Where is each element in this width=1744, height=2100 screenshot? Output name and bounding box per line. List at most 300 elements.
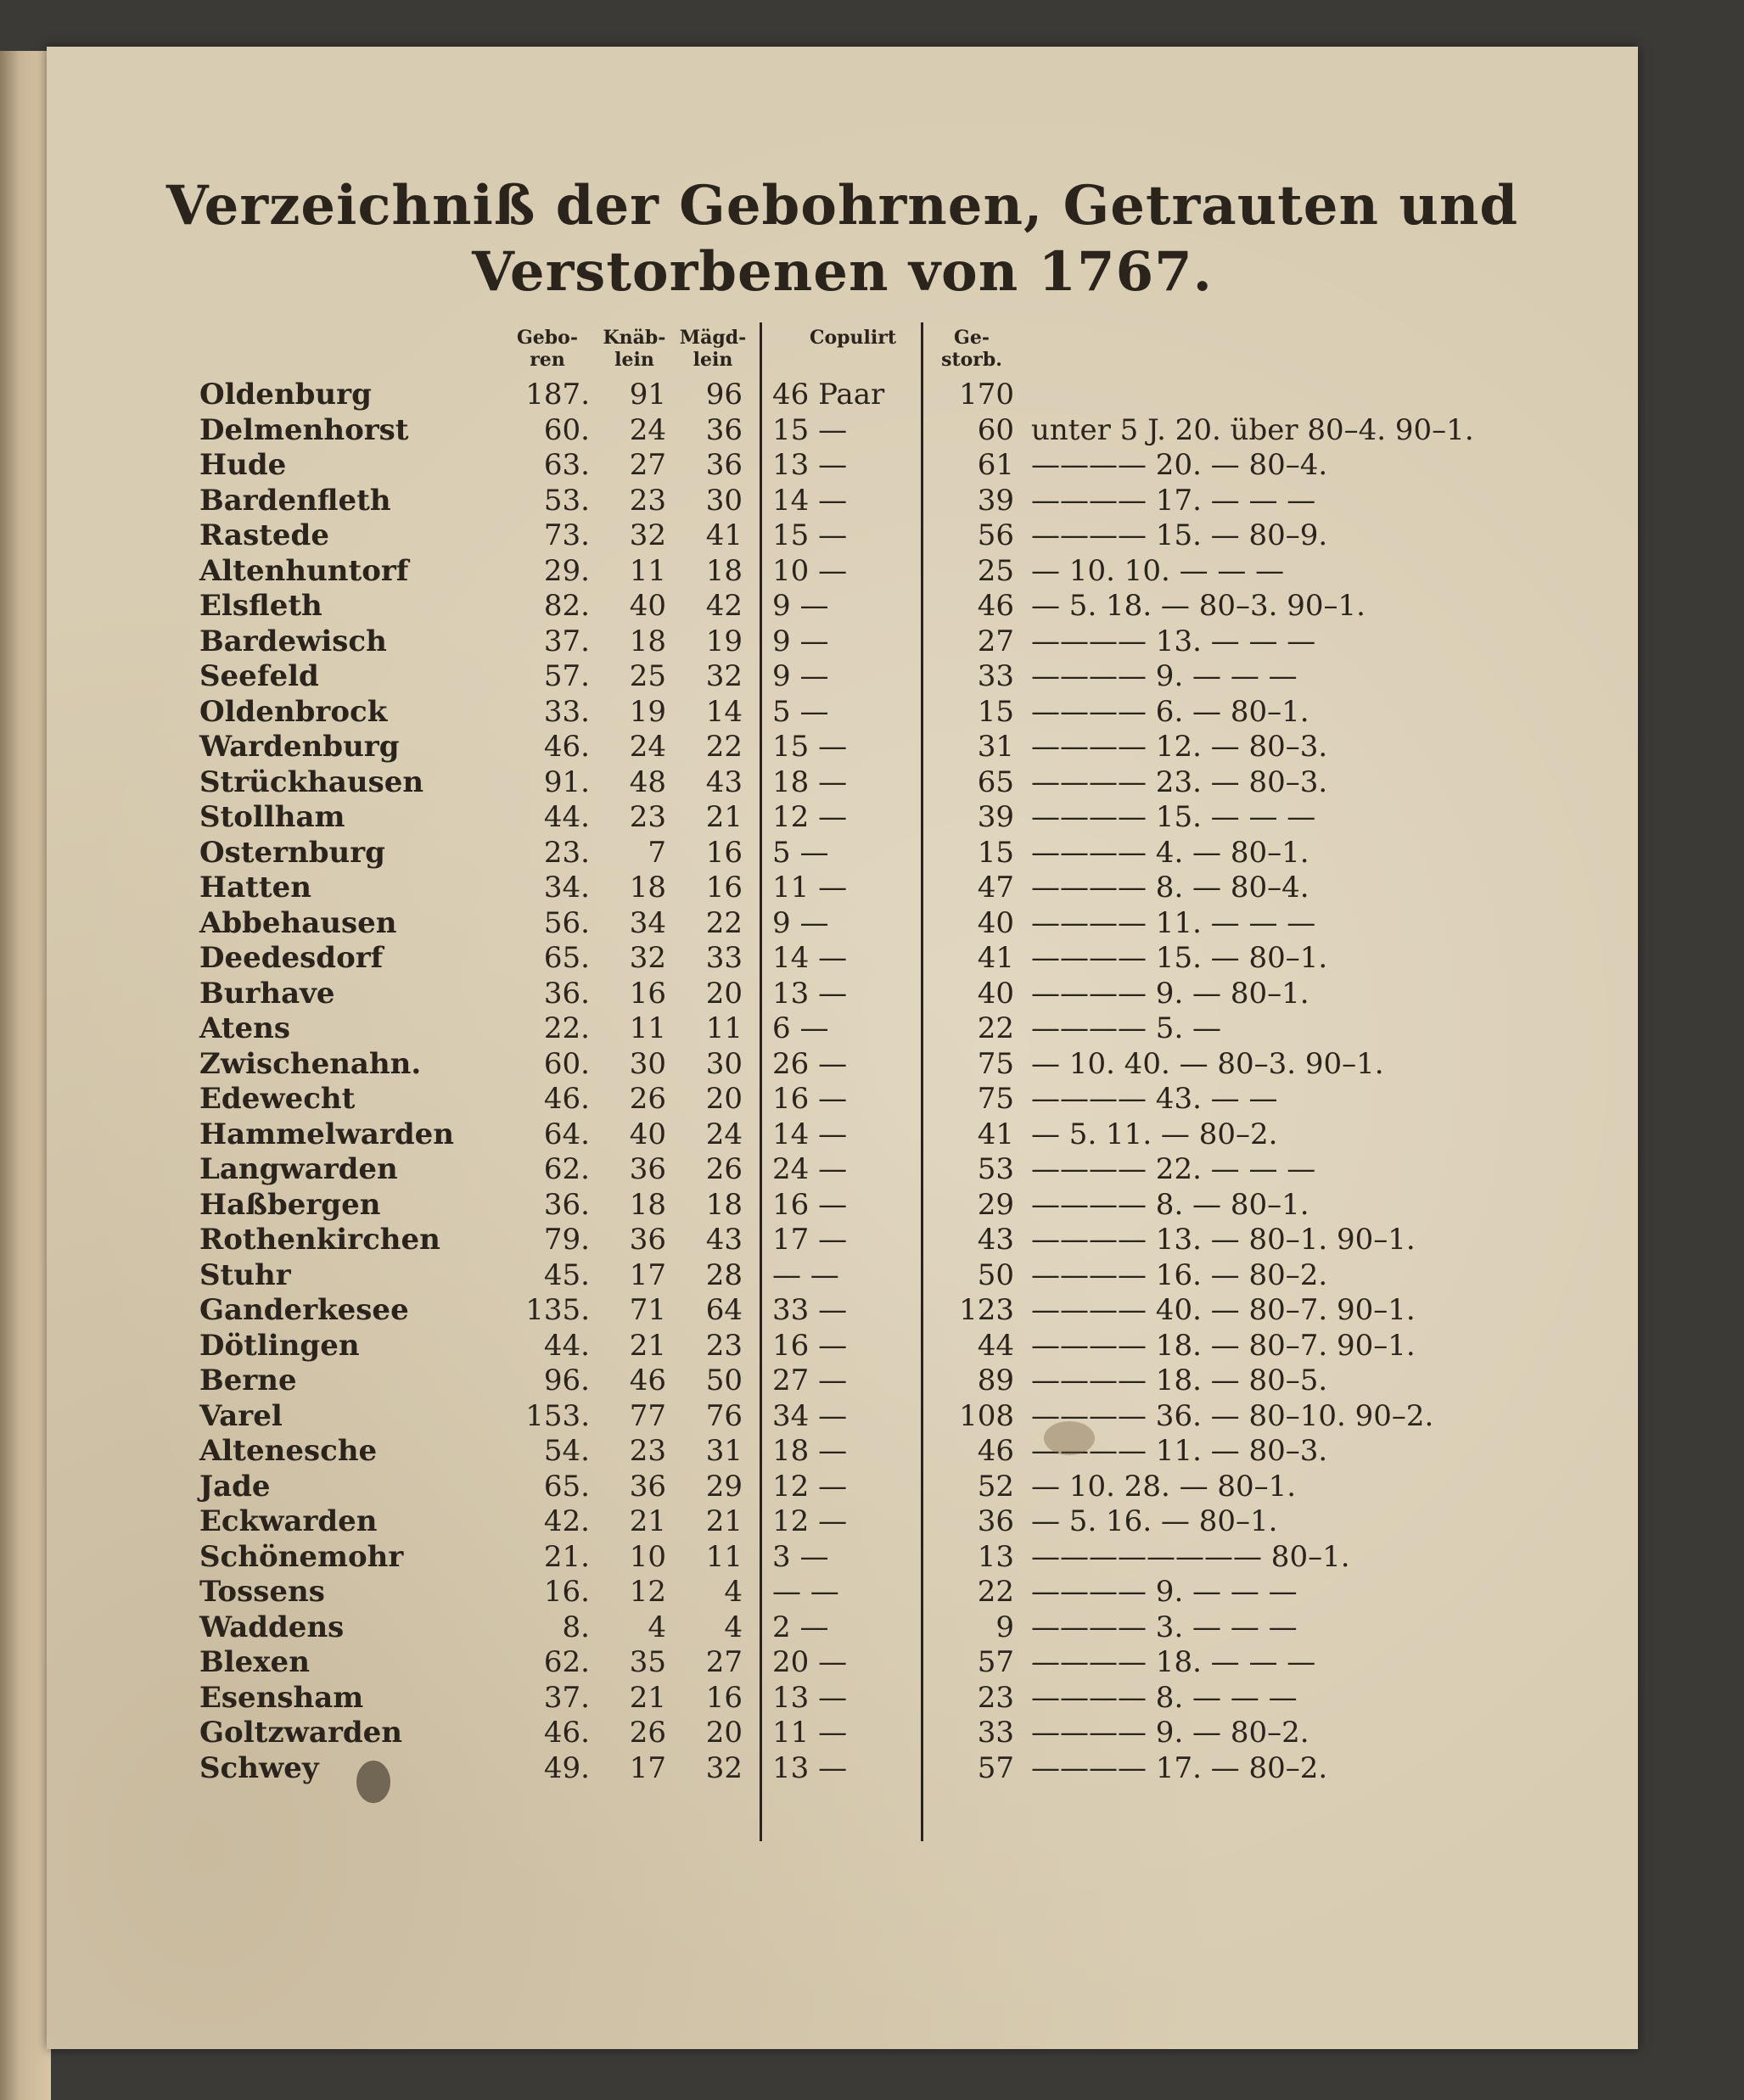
deaths-total: 15 bbox=[977, 835, 1014, 870]
births-total: 91. bbox=[543, 764, 590, 799]
births-girls: 43 bbox=[705, 764, 743, 799]
deaths-total: 75 bbox=[977, 1046, 1014, 1081]
deaths-details: ———— 20. — 80–4. bbox=[1031, 448, 1328, 482]
marriages: 16 — bbox=[772, 1328, 848, 1363]
deaths-total: 52 bbox=[977, 1469, 1014, 1504]
births-girls: 11 bbox=[705, 1539, 743, 1574]
table-row bbox=[47, 554, 1638, 588]
births-total: 23. bbox=[543, 835, 590, 870]
place-name: Hude bbox=[199, 448, 287, 482]
deaths-total: 22 bbox=[977, 1011, 1014, 1045]
deaths-details: ———— 18. — 80–5. bbox=[1031, 1364, 1328, 1397]
table-row bbox=[47, 1575, 1638, 1609]
births-total: 96. bbox=[543, 1364, 590, 1397]
births-total: 63. bbox=[543, 448, 590, 482]
births-girls: 21 bbox=[705, 800, 743, 834]
deaths-details: ———— 4. — 80–1. bbox=[1031, 835, 1309, 870]
births-girls: 33 bbox=[705, 941, 743, 975]
deaths-details: ———— 3. — — — bbox=[1031, 1610, 1298, 1644]
births-total: 56. bbox=[543, 905, 590, 940]
deaths-details: ———— 18. — 80–7. 90–1. bbox=[1031, 1328, 1416, 1363]
deaths-details: ———— 17. — 80–2. bbox=[1031, 1750, 1328, 1785]
deaths-total: 123 bbox=[959, 1293, 1014, 1327]
table-row bbox=[47, 1681, 1638, 1715]
deaths-total: 44 bbox=[977, 1328, 1014, 1363]
births-girls: 32 bbox=[705, 1750, 743, 1785]
table-row bbox=[47, 1152, 1638, 1186]
births-girls: 76 bbox=[705, 1398, 743, 1433]
births-total: 46. bbox=[543, 730, 590, 764]
marriages: 10 — bbox=[772, 553, 848, 588]
marriages: 9 — bbox=[772, 624, 829, 658]
place-name: Stollham bbox=[199, 800, 345, 834]
header-gestorben: Ge- storb. bbox=[941, 327, 1002, 371]
births-total: 62. bbox=[543, 1152, 590, 1186]
table-row bbox=[47, 871, 1638, 904]
births-boys: 23 bbox=[629, 1434, 666, 1468]
births-total: 36. bbox=[543, 1187, 590, 1222]
births-girls: 24 bbox=[705, 1117, 743, 1151]
deaths-total: 108 bbox=[959, 1398, 1014, 1433]
deaths-details: ———— 17. — — — bbox=[1031, 483, 1316, 518]
marriages: 17 — bbox=[772, 1223, 848, 1257]
table-row bbox=[47, 977, 1638, 1011]
table-row bbox=[47, 1434, 1638, 1468]
births-girls: 21 bbox=[705, 1504, 743, 1538]
marriages: 14 — bbox=[772, 483, 848, 518]
births-girls: 31 bbox=[705, 1434, 743, 1468]
deaths-total: 41 bbox=[977, 1117, 1014, 1151]
deaths-details: ———— 8. — — — bbox=[1031, 1680, 1298, 1715]
table-row bbox=[47, 800, 1638, 834]
place-name: Haßbergen bbox=[199, 1187, 381, 1222]
deaths-details: ———— 13. — — — bbox=[1031, 624, 1316, 658]
table-row bbox=[47, 1293, 1638, 1327]
marriages: 16 — bbox=[772, 1187, 848, 1222]
births-girls: 64 bbox=[705, 1293, 743, 1327]
ink-blot bbox=[356, 1761, 390, 1803]
table-row bbox=[47, 1188, 1638, 1222]
table-row bbox=[47, 941, 1638, 975]
table-row bbox=[47, 1399, 1638, 1433]
marriages: 14 — bbox=[772, 941, 848, 975]
place-name: Tossens bbox=[199, 1575, 325, 1609]
deaths-total: 50 bbox=[977, 1257, 1014, 1292]
place-name: Hammelwarden bbox=[199, 1117, 454, 1151]
marriages: 18 — bbox=[772, 1434, 848, 1468]
table-row bbox=[47, 1364, 1638, 1397]
deaths-total: 40 bbox=[977, 976, 1014, 1011]
births-boys: 7 bbox=[648, 835, 666, 870]
table-row bbox=[47, 484, 1638, 518]
births-boys: 46 bbox=[629, 1364, 666, 1397]
births-total: 42. bbox=[543, 1504, 590, 1538]
table-row bbox=[47, 1716, 1638, 1750]
deaths-total: 47 bbox=[977, 871, 1014, 904]
place-name: Bardewisch bbox=[199, 624, 387, 658]
table-row bbox=[47, 1329, 1638, 1363]
place-name: Delmenhorst bbox=[199, 412, 409, 447]
births-total: 44. bbox=[543, 1328, 590, 1363]
births-girls: 20 bbox=[705, 1082, 743, 1116]
deaths-details: ———— 9. — 80–2. bbox=[1031, 1716, 1309, 1750]
births-boys: 10 bbox=[629, 1539, 666, 1574]
births-girls: 30 bbox=[705, 1046, 743, 1081]
births-boys: 21 bbox=[629, 1504, 666, 1538]
marriages: 9 — bbox=[772, 589, 829, 623]
births-boys: 24 bbox=[629, 412, 666, 447]
table-row bbox=[47, 1504, 1638, 1538]
births-total: 62. bbox=[543, 1645, 590, 1679]
place-name: Alteneschе bbox=[199, 1434, 378, 1468]
births-girls: 18 bbox=[705, 1187, 743, 1222]
deaths-total: 53 bbox=[977, 1152, 1014, 1186]
table-row bbox=[47, 413, 1638, 447]
deaths-total: 41 bbox=[977, 941, 1014, 975]
births-girls: 19 bbox=[705, 624, 743, 658]
marriages: 15 — bbox=[772, 518, 848, 552]
table-row bbox=[47, 730, 1638, 764]
header-copulirt: Copulirt bbox=[809, 327, 897, 349]
deaths-details: ———— 40. — 80–7. 90–1. bbox=[1031, 1293, 1416, 1327]
births-total: 36. bbox=[543, 976, 590, 1011]
births-boys: 18 bbox=[629, 871, 666, 904]
births-boys: 35 bbox=[629, 1645, 666, 1679]
deaths-details: ———— 6. — 80–1. bbox=[1031, 694, 1309, 729]
deaths-details: ———— 11. — — — bbox=[1031, 905, 1316, 940]
births-total: 60. bbox=[543, 1046, 590, 1081]
table-row bbox=[47, 448, 1638, 482]
births-boys: 27 bbox=[629, 448, 666, 482]
births-boys: 26 bbox=[629, 1082, 666, 1116]
table-row bbox=[47, 1645, 1638, 1679]
births-total: 46. bbox=[543, 1082, 590, 1116]
place-name: Eckwarden bbox=[199, 1504, 378, 1538]
deaths-details: ———— 9. — — — bbox=[1031, 659, 1298, 693]
births-girls: 4 bbox=[724, 1610, 743, 1644]
place-name: Esensham bbox=[199, 1680, 364, 1715]
births-total: 49. bbox=[543, 1750, 590, 1785]
deaths-details: ———— 15. — — — bbox=[1031, 800, 1316, 834]
left-page-edge bbox=[0, 51, 51, 2100]
deaths-details: ———— 18. — — — bbox=[1031, 1645, 1316, 1679]
deaths-total: 61 bbox=[977, 448, 1014, 482]
marriages: 46 Paar bbox=[772, 378, 885, 412]
marriages: 20 — bbox=[772, 1645, 848, 1679]
births-girls: 11 bbox=[705, 1011, 743, 1045]
deaths-details: ———— 5. — bbox=[1031, 1011, 1222, 1045]
place-name: Wardenburg bbox=[199, 730, 400, 764]
births-girls: 27 bbox=[705, 1645, 743, 1679]
deaths-details: — 10. 10. — — — bbox=[1031, 553, 1285, 588]
births-boys: 77 bbox=[629, 1398, 666, 1433]
births-boys: 11 bbox=[629, 1011, 666, 1045]
deaths-details: — 5. 11. — 80–2. bbox=[1031, 1117, 1278, 1151]
births-boys: 11 bbox=[629, 553, 666, 588]
births-total: 153. bbox=[525, 1398, 590, 1433]
marriages: 12 — bbox=[772, 1504, 848, 1538]
births-total: 64. bbox=[543, 1117, 590, 1151]
deaths-total: 33 bbox=[977, 1716, 1014, 1750]
marriages: 13 — bbox=[772, 1750, 848, 1785]
deaths-total: 75 bbox=[977, 1082, 1014, 1116]
deaths-details: ———— 11. — 80–3. bbox=[1031, 1434, 1328, 1468]
deaths-total: 22 bbox=[977, 1575, 1014, 1609]
table-row bbox=[47, 1047, 1638, 1081]
marriages: 5 — bbox=[772, 694, 829, 729]
births-boys: 48 bbox=[629, 764, 666, 799]
births-boys: 91 bbox=[629, 378, 666, 412]
deaths-total: 15 bbox=[977, 694, 1014, 729]
place-name: Blexen bbox=[199, 1645, 310, 1679]
births-girls: 26 bbox=[705, 1152, 743, 1186]
place-name: Berne bbox=[199, 1364, 297, 1397]
births-girls: 20 bbox=[705, 976, 743, 1011]
deaths-total: 46 bbox=[977, 589, 1014, 623]
table-row bbox=[47, 1470, 1638, 1504]
table-row bbox=[47, 1082, 1638, 1116]
deaths-total: 57 bbox=[977, 1645, 1014, 1679]
deaths-total: 43 bbox=[977, 1223, 1014, 1257]
births-boys: 23 bbox=[629, 483, 666, 518]
header-geboren: Gebo- ren bbox=[517, 327, 578, 371]
table-row bbox=[47, 836, 1638, 870]
title-line-1: Verzeichniß der Gebohrnen, Getrauten und bbox=[165, 174, 1519, 238]
table-row bbox=[47, 1751, 1638, 1785]
table-row bbox=[47, 1540, 1638, 1574]
place-name: Dötlingen bbox=[199, 1328, 360, 1363]
births-total: 187. bbox=[525, 378, 590, 412]
place-name: Rothenkirchen bbox=[199, 1223, 440, 1257]
births-total: 21. bbox=[543, 1539, 590, 1574]
births-boys: 17 bbox=[629, 1257, 666, 1292]
births-total: 53. bbox=[543, 483, 590, 518]
births-total: 79. bbox=[543, 1223, 590, 1257]
deaths-details: ———— 15. — 80–1. bbox=[1031, 941, 1328, 975]
place-name: Varel bbox=[199, 1398, 283, 1433]
table-row bbox=[47, 1117, 1638, 1151]
place-name: Zwischenahn. bbox=[199, 1046, 422, 1081]
births-girls: 22 bbox=[705, 730, 743, 764]
births-total: 29. bbox=[543, 553, 590, 588]
table-row bbox=[47, 1610, 1638, 1644]
births-boys: 34 bbox=[629, 905, 666, 940]
place-name: Oldenburg bbox=[199, 378, 372, 412]
births-girls: 36 bbox=[705, 448, 743, 482]
place-name: Osternburg bbox=[199, 835, 385, 870]
births-boys: 36 bbox=[629, 1152, 666, 1186]
births-total: 16. bbox=[543, 1575, 590, 1609]
births-boys: 23 bbox=[629, 800, 666, 834]
deaths-total: 56 bbox=[977, 518, 1014, 552]
births-girls: 96 bbox=[705, 378, 743, 412]
births-boys: 21 bbox=[629, 1328, 666, 1363]
marriages: 13 — bbox=[772, 448, 848, 482]
place-name: Stuhr bbox=[199, 1257, 291, 1292]
table-row bbox=[47, 1258, 1638, 1292]
place-name: Strückhausen bbox=[199, 764, 424, 799]
deaths-details: ———— 12. — 80–3. bbox=[1031, 730, 1328, 764]
document-page bbox=[47, 47, 1638, 2049]
table-row bbox=[47, 1011, 1638, 1045]
deaths-details: ———————— 80–1. bbox=[1031, 1539, 1350, 1574]
place-name: Seefeld bbox=[199, 659, 319, 693]
marriages: 18 — bbox=[772, 764, 848, 799]
births-girls: 16 bbox=[705, 1680, 743, 1715]
births-total: 8. bbox=[562, 1610, 590, 1644]
births-total: 46. bbox=[543, 1716, 590, 1750]
deaths-total: 9 bbox=[995, 1610, 1014, 1644]
deaths-total: 57 bbox=[977, 1750, 1014, 1785]
births-girls: 4 bbox=[724, 1575, 743, 1609]
marriages: 27 — bbox=[772, 1364, 848, 1397]
place-name: Edewecht bbox=[199, 1082, 356, 1116]
table-row bbox=[47, 1223, 1638, 1257]
deaths-total: 39 bbox=[977, 800, 1014, 834]
marriages: 34 — bbox=[772, 1398, 848, 1433]
births-girls: 28 bbox=[705, 1257, 743, 1292]
births-boys: 32 bbox=[629, 941, 666, 975]
births-total: 37. bbox=[543, 624, 590, 658]
deaths-details: — 10. 28. — 80–1. bbox=[1031, 1469, 1297, 1504]
marriages: 15 — bbox=[772, 412, 848, 447]
births-total: 44. bbox=[543, 800, 590, 834]
births-boys: 26 bbox=[629, 1716, 666, 1750]
births-girls: 18 bbox=[705, 553, 743, 588]
deaths-details: — 5. 18. — 80–3. 90–1. bbox=[1031, 589, 1365, 623]
deaths-details: ———— 23. — 80–3. bbox=[1031, 764, 1328, 799]
place-name: Burhave bbox=[199, 976, 335, 1011]
births-boys: 24 bbox=[629, 730, 666, 764]
births-total: 73. bbox=[543, 518, 590, 552]
births-total: 34. bbox=[543, 871, 590, 904]
table-row bbox=[47, 624, 1638, 658]
deaths-details: ———— 15. — 80–9. bbox=[1031, 518, 1328, 552]
marriages: 16 — bbox=[772, 1082, 848, 1116]
births-girls: 36 bbox=[705, 412, 743, 447]
place-name: Altenhuntorf bbox=[199, 553, 409, 588]
marriages: 15 — bbox=[772, 730, 848, 764]
births-boys: 36 bbox=[629, 1223, 666, 1257]
deaths-total: 170 bbox=[959, 378, 1014, 412]
header-magdlein: Mägd- lein bbox=[679, 327, 747, 371]
births-boys: 18 bbox=[629, 1187, 666, 1222]
deaths-total: 36 bbox=[977, 1504, 1014, 1538]
births-girls: 32 bbox=[705, 659, 743, 693]
marriages: 2 — bbox=[772, 1610, 829, 1644]
place-name: Atens bbox=[199, 1011, 290, 1045]
place-name: Abbehausen bbox=[199, 905, 397, 940]
deaths-total: 40 bbox=[977, 905, 1014, 940]
marriages: 24 — bbox=[772, 1152, 848, 1186]
births-total: 82. bbox=[543, 589, 590, 623]
deaths-total: 46 bbox=[977, 1434, 1014, 1468]
paper-stain bbox=[1044, 1421, 1095, 1455]
births-girls: 23 bbox=[705, 1328, 743, 1363]
births-total: 45. bbox=[543, 1257, 590, 1292]
marriages: 12 — bbox=[772, 1469, 848, 1504]
births-girls: 16 bbox=[705, 835, 743, 870]
births-girls: 16 bbox=[705, 871, 743, 904]
births-boys: 16 bbox=[629, 976, 666, 1011]
deaths-total: 29 bbox=[977, 1187, 1014, 1222]
deaths-details: ———— 8. — 80–4. bbox=[1031, 871, 1309, 904]
births-boys: 32 bbox=[629, 518, 666, 552]
marriages: — — bbox=[772, 1257, 839, 1292]
births-total: 65. bbox=[543, 941, 590, 975]
header-knablein: Knäb- lein bbox=[603, 327, 666, 371]
deaths-total: 89 bbox=[977, 1364, 1014, 1397]
births-boys: 36 bbox=[629, 1469, 666, 1504]
births-total: 65. bbox=[543, 1469, 590, 1504]
births-total: 54. bbox=[543, 1434, 590, 1468]
deaths-details: ———— 13. — 80–1. 90–1. bbox=[1031, 1223, 1416, 1257]
births-total: 37. bbox=[543, 1680, 590, 1715]
births-girls: 42 bbox=[705, 589, 743, 623]
marriages: 33 — bbox=[772, 1293, 848, 1327]
marriages: 11 — bbox=[772, 871, 848, 904]
deaths-total: 33 bbox=[977, 659, 1014, 693]
births-boys: 19 bbox=[629, 694, 666, 729]
marriages: 9 — bbox=[772, 659, 829, 693]
table-row bbox=[47, 695, 1638, 729]
marriages: 12 — bbox=[772, 800, 848, 834]
title-line-2: Verstorbenen von 1767. bbox=[472, 240, 1213, 304]
births-girls: 29 bbox=[705, 1469, 743, 1504]
marriages: 26 — bbox=[772, 1046, 848, 1081]
deaths-total: 60 bbox=[977, 412, 1014, 447]
place-name: Schönemohr bbox=[199, 1539, 404, 1574]
births-boys: 12 bbox=[629, 1575, 666, 1609]
births-total: 22. bbox=[543, 1011, 590, 1045]
deaths-details: ———— 9. — 80–1. bbox=[1031, 976, 1309, 1011]
births-girls: 20 bbox=[705, 1716, 743, 1750]
table-row bbox=[47, 659, 1638, 693]
births-total: 60. bbox=[543, 412, 590, 447]
births-boys: 25 bbox=[629, 659, 666, 693]
births-girls: 30 bbox=[705, 483, 743, 518]
deaths-details: ———— 36. — 80–10. 90–2. bbox=[1031, 1398, 1434, 1433]
births-girls: 22 bbox=[705, 905, 743, 940]
deaths-total: 27 bbox=[977, 624, 1014, 658]
place-name: Rastede bbox=[199, 518, 329, 552]
marriages: 6 — bbox=[772, 1011, 829, 1045]
births-boys: 21 bbox=[629, 1680, 666, 1715]
deaths-total: 13 bbox=[977, 1539, 1014, 1574]
deaths-total: 65 bbox=[977, 764, 1014, 799]
marriages: 13 — bbox=[772, 1680, 848, 1715]
marriages: 13 — bbox=[772, 976, 848, 1011]
births-girls: 41 bbox=[705, 518, 743, 552]
births-boys: 17 bbox=[629, 1750, 666, 1785]
births-girls: 43 bbox=[705, 1223, 743, 1257]
deaths-total: 25 bbox=[977, 553, 1014, 588]
births-girls: 50 bbox=[705, 1364, 743, 1397]
table-row bbox=[47, 518, 1638, 552]
deaths-total: 39 bbox=[977, 483, 1014, 518]
births-boys: 71 bbox=[629, 1293, 666, 1327]
place-name: Deedesdorf bbox=[199, 941, 384, 975]
marriages: 14 — bbox=[772, 1117, 848, 1151]
table-row bbox=[47, 589, 1638, 623]
marriages: — — bbox=[772, 1575, 839, 1609]
marriages: 9 — bbox=[772, 905, 829, 940]
place-name: Ganderkesee bbox=[199, 1293, 409, 1327]
births-total: 135. bbox=[525, 1293, 590, 1327]
deaths-details: — 5. 16. — 80–1. bbox=[1031, 1504, 1278, 1538]
marriages: 3 — bbox=[772, 1539, 829, 1574]
births-total: 33. bbox=[543, 694, 590, 729]
